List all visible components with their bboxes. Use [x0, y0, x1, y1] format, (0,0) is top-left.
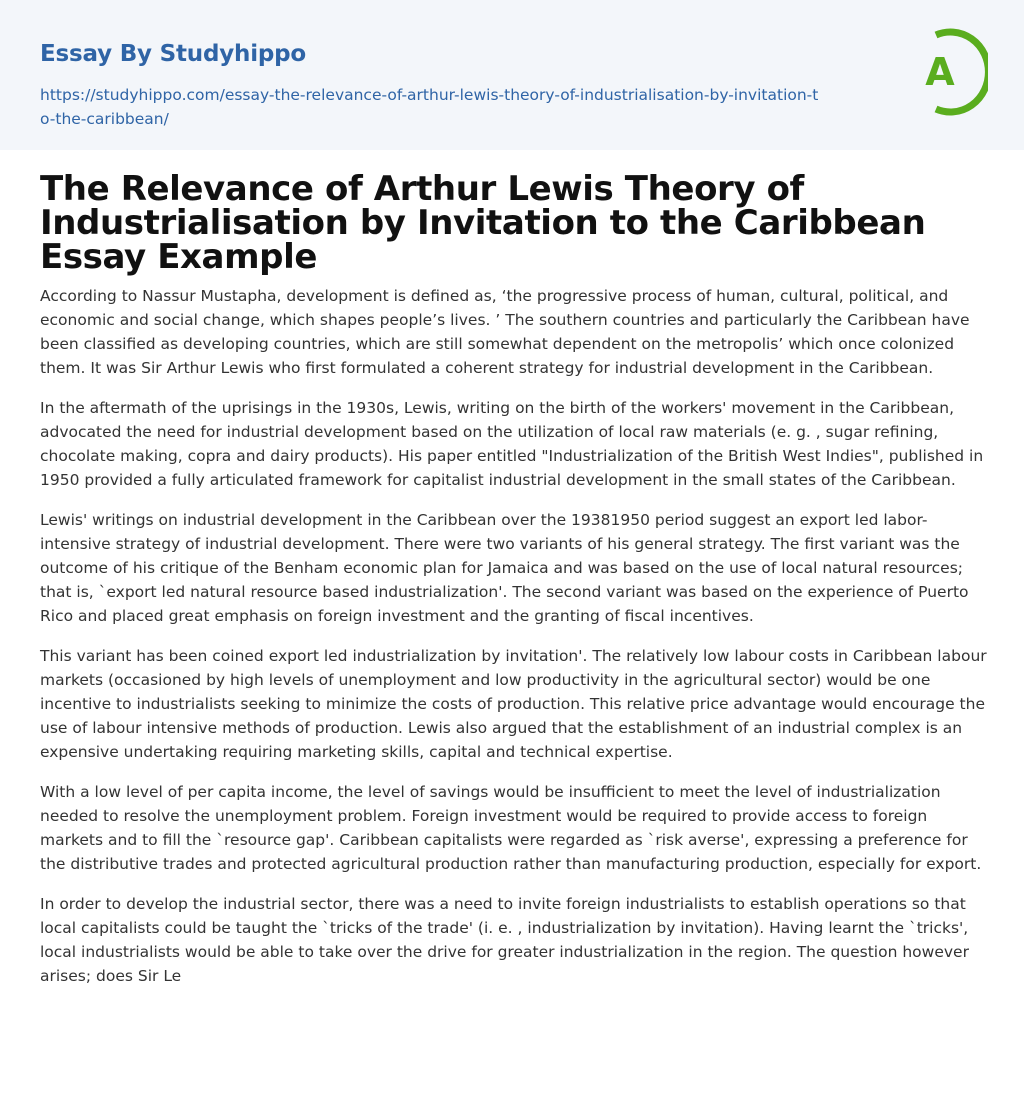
site-header — [0, 0, 1024, 150]
essay-body — [40, 284, 990, 1004]
essay-paragraph: With a low level of per capita income, the level of savings would be insufficient to meet the level of industrialization needed to resolve the unemployment problem. Foreign investment would be required to provide access to foreign markets and to fill the `resource gap'. Caribbean capitalists were regarded as `risk averse', expressing a preference for the distributive trades and protected agricultural production rather than manufacturing production, especially for export. — [40, 783, 982, 873]
essay-paragraph: In the aftermath of the uprisings in the 1930s, Lewis, writing on the birth of the workers' movement in the Caribbean, advocated the need for industrial development based on the utilization of local raw materials (e. g. , sugar refining, chocolate making, copra and dairy products). His paper entitled "Industrialization of the British West Indies", published in 1950 provided a fully articulated framework for capitalist industrial development in the small states of the Caribbean. — [40, 399, 984, 489]
essay-paragraph: In order to develop the industrial sector, there was a need to invite foreign industrialists to establish operations so that local capitalists could be taught the `tricks of the trade' (i. e. , industrialization by invitation). Having learnt the `tricks', local industrialists would be able to take over the drive for greater industrialization in the region. The question however arises; does Sir Le — [40, 895, 969, 985]
essay-paragraph: This variant has been coined export led industrialization by invitation'. The relatively low labour costs in Caribbean labour markets (occasioned by high levels of unemployment and low productivity in the agricultural sector) would be one incentive to industrialists seeking to minimize the costs of production. This relative price advantage would encourage the use of labour intensive methods of production. Lewis also argued that the establishment of an industrial complex is an expensive undertaking requiring marketing skills, capital and technical expertise. — [40, 647, 987, 761]
source-url-link[interactable]: https://studyhippo.com/essay-the-relevance-of-arthur-lewis-theory-of-industrialisation-by-invitation-to-the-caribbean/ — [40, 86, 819, 128]
essay-paragraph: Lewis' writings on industrial development in the Caribbean over the 19381950 period suggest an export led labor-intensive strategy of industrial development. There were two variants of his general strategy. The first variant was the outcome of his critique of the Benham economic plan for Jamaica and was based on the use of local natural resources; that is, `export led natural resource based industrialization'. The second variant was based on the experience of Puerto Rico and placed great emphasis on foreign investment and the granting of fiscal incentives. — [40, 511, 969, 625]
studyhippo-logo-icon[interactable] — [908, 28, 988, 116]
essay-title: The Relevance of Arthur Lewis Theory of Industrialisation by Invitation to the Caribbean Essay Example — [40, 169, 926, 277]
essay-paragraph: According to Nassur Mustapha, development is defined as, ‘the progressive process of human, cultural, political, and economic and social change, which shapes people’s lives. ’ The southern countries and particularly the Caribbean have been classified as developing countries, which are still somewhat dependent on the metropolis’ which once colonized them. It was Sir Arthur Lewis who first formulated a coherent strategy for industrial development in the Caribbean. — [40, 287, 970, 377]
logo-letter: A — [925, 50, 955, 94]
brand-title[interactable]: Essay By Studyhippo — [40, 41, 307, 67]
